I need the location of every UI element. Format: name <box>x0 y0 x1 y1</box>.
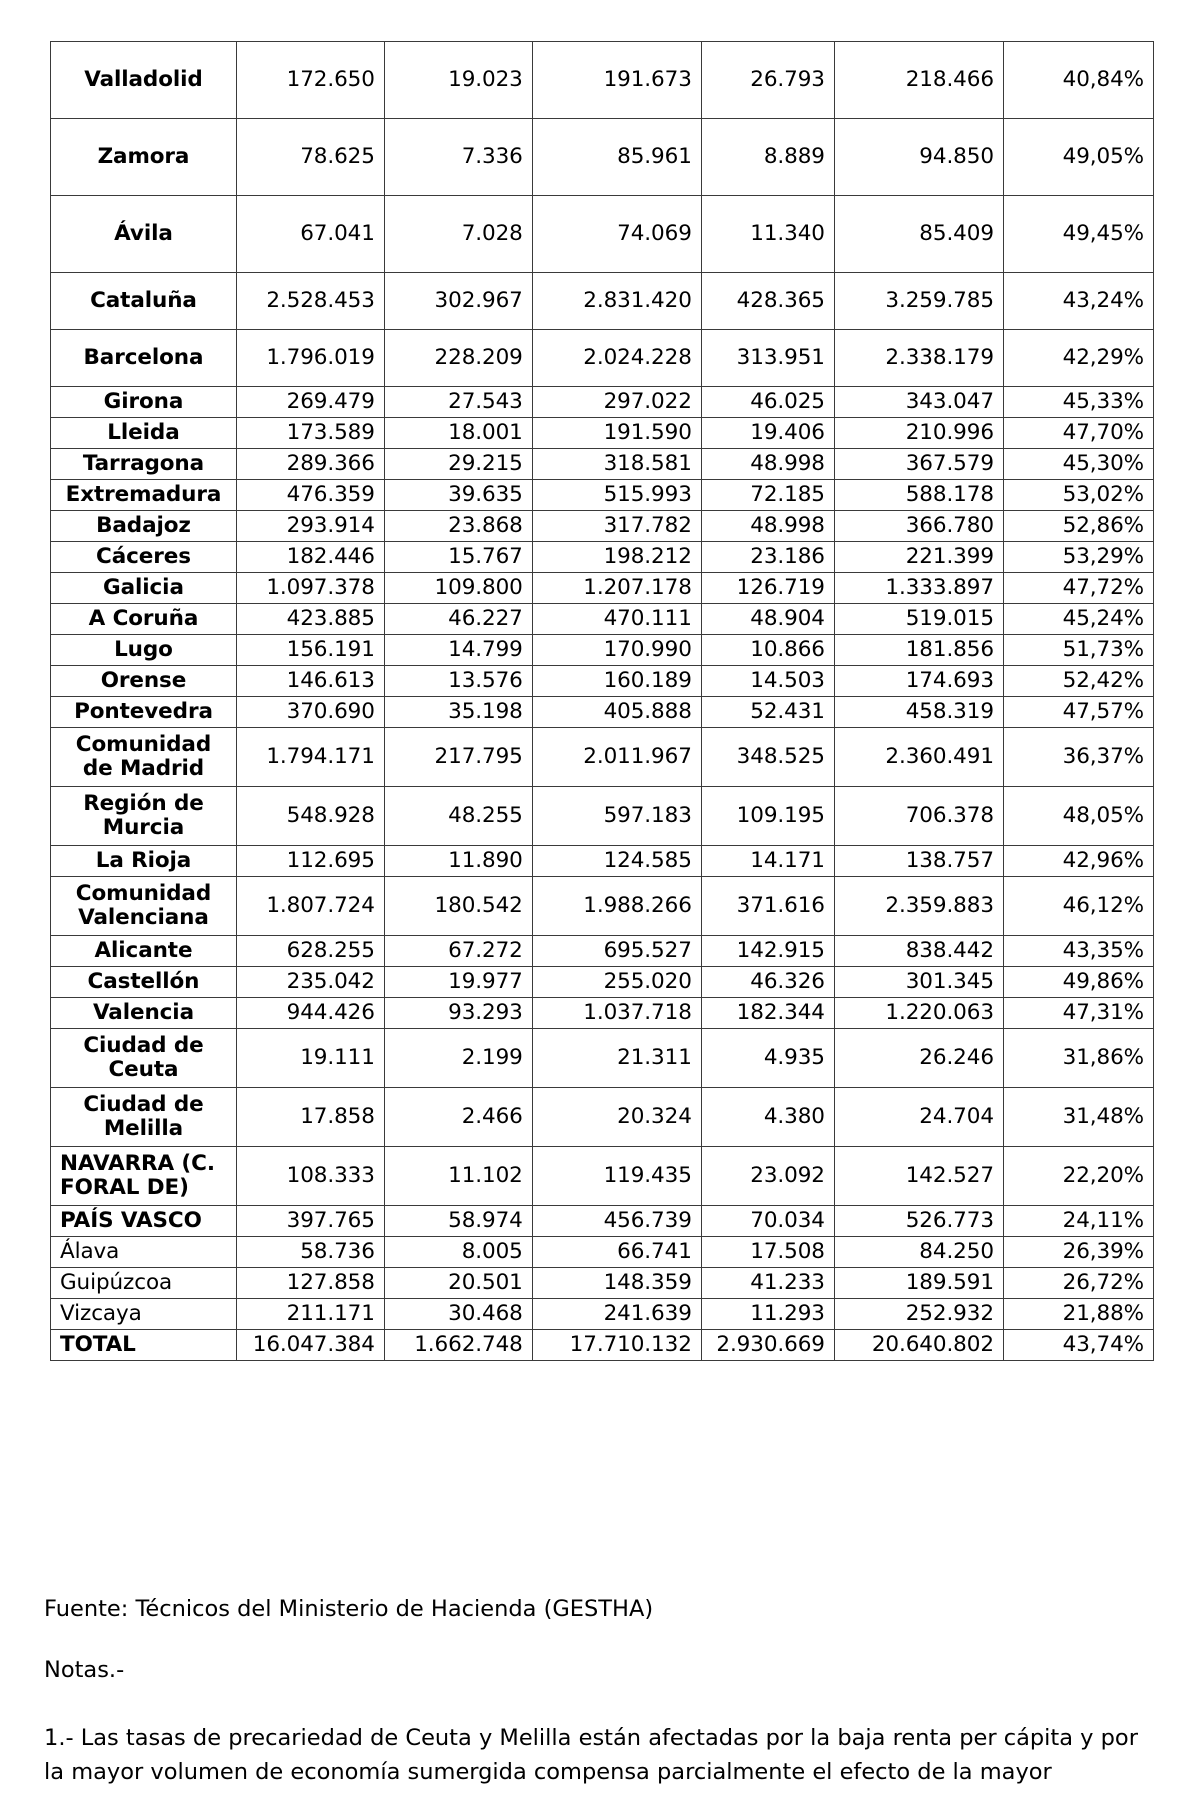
row-label: A Coruña <box>51 604 237 635</box>
row-value: 252.932 <box>834 1299 1003 1330</box>
source-line: Fuente: Técnicos del Ministerio de Hacienda (GESTHA) <box>44 1596 654 1622</box>
row-value: 2.466 <box>384 1088 532 1147</box>
table-row <box>51 635 1154 666</box>
row-percentage: 48,05% <box>1003 787 1153 846</box>
row-value: 301.345 <box>834 967 1003 998</box>
row-value: 146.613 <box>236 666 384 697</box>
row-value: 191.590 <box>532 418 701 449</box>
row-value: 297.022 <box>532 387 701 418</box>
row-value: 109.195 <box>701 787 834 846</box>
row-value: 41.233 <box>701 1268 834 1299</box>
row-value: 289.366 <box>236 449 384 480</box>
table-row <box>51 604 1154 635</box>
row-value: 11.102 <box>384 1147 532 1206</box>
row-label: La Rioja <box>51 846 237 877</box>
row-value: 191.673 <box>532 42 701 119</box>
row-value: 318.581 <box>532 449 701 480</box>
row-value: 72.185 <box>701 480 834 511</box>
row-value: 1.207.178 <box>532 573 701 604</box>
row-value: 255.020 <box>532 967 701 998</box>
row-percentage: 42,29% <box>1003 330 1153 387</box>
row-value: 597.183 <box>532 787 701 846</box>
row-percentage: 52,42% <box>1003 666 1153 697</box>
table-row <box>51 728 1154 787</box>
row-value: 944.426 <box>236 998 384 1029</box>
row-value: 470.111 <box>532 604 701 635</box>
row-value: 526.773 <box>834 1206 1003 1237</box>
row-value: 24.704 <box>834 1088 1003 1147</box>
table-row <box>51 1206 1154 1237</box>
row-value: 367.579 <box>834 449 1003 480</box>
row-value: 11.890 <box>384 846 532 877</box>
row-label: Valladolid <box>51 42 237 119</box>
statistics-table <box>50 41 1154 1361</box>
row-value: 85.409 <box>834 196 1003 273</box>
row-percentage: 46,12% <box>1003 877 1153 936</box>
row-value: 23.868 <box>384 511 532 542</box>
row-value: 7.336 <box>384 119 532 196</box>
row-value: 428.365 <box>701 273 834 330</box>
row-value: 148.359 <box>532 1268 701 1299</box>
row-percentage: 36,37% <box>1003 728 1153 787</box>
row-label: Valencia <box>51 998 237 1029</box>
table-row <box>51 1088 1154 1147</box>
table-row <box>51 418 1154 449</box>
table-row <box>51 387 1154 418</box>
row-label: Alicante <box>51 936 237 967</box>
row-value: 26.793 <box>701 42 834 119</box>
row-value: 58.736 <box>236 1237 384 1268</box>
row-percentage: 47,70% <box>1003 418 1153 449</box>
row-value: 241.639 <box>532 1299 701 1330</box>
row-value: 23.092 <box>701 1147 834 1206</box>
row-percentage: 51,73% <box>1003 635 1153 666</box>
row-label: Orense <box>51 666 237 697</box>
table-row <box>51 666 1154 697</box>
row-label: Ciudad de Ceuta <box>51 1029 237 1088</box>
row-value: 14.799 <box>384 635 532 666</box>
row-value: 2.199 <box>384 1029 532 1088</box>
row-percentage: 31,48% <box>1003 1088 1153 1147</box>
row-value: 235.042 <box>236 967 384 998</box>
row-value: 218.466 <box>834 42 1003 119</box>
row-value: 181.856 <box>834 635 1003 666</box>
row-value: 1.662.748 <box>384 1330 532 1361</box>
row-label: Castellón <box>51 967 237 998</box>
row-value: 370.690 <box>236 697 384 728</box>
row-value: 1.796.019 <box>236 330 384 387</box>
row-value: 156.191 <box>236 635 384 666</box>
row-value: 2.338.179 <box>834 330 1003 387</box>
table-row <box>51 573 1154 604</box>
table-row <box>51 998 1154 1029</box>
row-percentage: 45,33% <box>1003 387 1153 418</box>
row-percentage: 53,02% <box>1003 480 1153 511</box>
row-value: 126.719 <box>701 573 834 604</box>
row-value: 11.340 <box>701 196 834 273</box>
row-label: Pontevedra <box>51 697 237 728</box>
row-value: 7.028 <box>384 196 532 273</box>
row-value: 39.635 <box>384 480 532 511</box>
row-percentage: 45,24% <box>1003 604 1153 635</box>
row-value: 515.993 <box>532 480 701 511</box>
row-value: 2.011.967 <box>532 728 701 787</box>
table-body <box>51 42 1154 1361</box>
row-percentage: 40,84% <box>1003 42 1153 119</box>
row-label: Barcelona <box>51 330 237 387</box>
row-value: 458.319 <box>834 697 1003 728</box>
row-value: 11.293 <box>701 1299 834 1330</box>
row-value: 1.333.897 <box>834 573 1003 604</box>
document-footer <box>44 1598 1154 1789</box>
row-value: 628.255 <box>236 936 384 967</box>
table-row <box>51 877 1154 936</box>
row-percentage: 43,24% <box>1003 273 1153 330</box>
row-percentage: 43,35% <box>1003 936 1153 967</box>
row-value: 23.186 <box>701 542 834 573</box>
row-value: 269.479 <box>236 387 384 418</box>
table-row <box>51 196 1154 273</box>
row-value: 2.024.228 <box>532 330 701 387</box>
row-value: 210.996 <box>834 418 1003 449</box>
row-value: 124.585 <box>532 846 701 877</box>
row-label: Comunidad de Madrid <box>51 728 237 787</box>
row-value: 48.255 <box>384 787 532 846</box>
row-value: 85.961 <box>532 119 701 196</box>
row-value: 313.951 <box>701 330 834 387</box>
row-label: Región de Murcia <box>51 787 237 846</box>
row-value: 26.246 <box>834 1029 1003 1088</box>
row-percentage: 47,72% <box>1003 573 1153 604</box>
row-value: 706.378 <box>834 787 1003 846</box>
table-row <box>51 1268 1154 1299</box>
row-value: 46.025 <box>701 387 834 418</box>
row-percentage: 45,30% <box>1003 449 1153 480</box>
row-label: Vizcaya <box>51 1299 237 1330</box>
row-label: Cataluña <box>51 273 237 330</box>
row-percentage: 47,31% <box>1003 998 1153 1029</box>
row-value: 52.431 <box>701 697 834 728</box>
row-label: Extremadura <box>51 480 237 511</box>
row-value: 4.380 <box>701 1088 834 1147</box>
row-label: Galicia <box>51 573 237 604</box>
row-value: 18.001 <box>384 418 532 449</box>
row-value: 3.259.785 <box>834 273 1003 330</box>
row-value: 160.189 <box>532 666 701 697</box>
row-value: 1.220.063 <box>834 998 1003 1029</box>
row-value: 182.344 <box>701 998 834 1029</box>
table-row <box>51 119 1154 196</box>
row-value: 198.212 <box>532 542 701 573</box>
row-percentage: 26,72% <box>1003 1268 1153 1299</box>
row-value: 20.640.802 <box>834 1330 1003 1361</box>
row-percentage: 21,88% <box>1003 1299 1153 1330</box>
row-value: 1.988.266 <box>532 877 701 936</box>
row-value: 48.998 <box>701 449 834 480</box>
row-value: 109.800 <box>384 573 532 604</box>
table-row <box>51 1029 1154 1088</box>
row-value: 695.527 <box>532 936 701 967</box>
row-value: 119.435 <box>532 1147 701 1206</box>
row-value: 17.710.132 <box>532 1330 701 1361</box>
table-row <box>51 449 1154 480</box>
row-value: 13.576 <box>384 666 532 697</box>
row-value: 142.915 <box>701 936 834 967</box>
row-value: 46.326 <box>701 967 834 998</box>
note-item-1: 1.- Las tasas de precariedad de Ceuta y Melilla están afectadas por la baja renta per cápita y por la mayor volumen de economía sumergida compensa parcialmente el efecto de la mayor <box>44 1725 1138 1786</box>
row-label: Guipúzcoa <box>51 1268 237 1299</box>
table-row <box>51 542 1154 573</box>
row-value: 19.111 <box>236 1029 384 1088</box>
row-value: 19.406 <box>701 418 834 449</box>
row-label: Comunidad Valenciana <box>51 877 237 936</box>
row-value: 15.767 <box>384 542 532 573</box>
row-value: 112.695 <box>236 846 384 877</box>
row-percentage: 31,86% <box>1003 1029 1153 1088</box>
row-percentage: 26,39% <box>1003 1237 1153 1268</box>
row-value: 35.198 <box>384 697 532 728</box>
row-value: 1.794.171 <box>236 728 384 787</box>
row-value: 48.904 <box>701 604 834 635</box>
row-value: 30.468 <box>384 1299 532 1330</box>
row-value: 142.527 <box>834 1147 1003 1206</box>
row-value: 108.333 <box>236 1147 384 1206</box>
row-value: 94.850 <box>834 119 1003 196</box>
row-value: 519.015 <box>834 604 1003 635</box>
row-value: 217.795 <box>384 728 532 787</box>
row-value: 189.591 <box>834 1268 1003 1299</box>
row-value: 2.359.883 <box>834 877 1003 936</box>
row-value: 293.914 <box>236 511 384 542</box>
row-value: 548.928 <box>236 787 384 846</box>
table-row <box>51 330 1154 387</box>
row-value: 2.930.669 <box>701 1330 834 1361</box>
row-value: 8.889 <box>701 119 834 196</box>
row-value: 588.178 <box>834 480 1003 511</box>
row-percentage: 24,11% <box>1003 1206 1153 1237</box>
row-value: 138.757 <box>834 846 1003 877</box>
table-row <box>51 273 1154 330</box>
row-percentage: 42,96% <box>1003 846 1153 877</box>
table-row <box>51 1299 1154 1330</box>
row-label: NAVARRA (C. FORAL DE) <box>51 1147 237 1206</box>
row-value: 48.998 <box>701 511 834 542</box>
row-value: 174.693 <box>834 666 1003 697</box>
row-percentage: 49,05% <box>1003 119 1153 196</box>
row-value: 211.171 <box>236 1299 384 1330</box>
row-value: 70.034 <box>701 1206 834 1237</box>
row-value: 343.047 <box>834 387 1003 418</box>
row-label: Girona <box>51 387 237 418</box>
table-row <box>51 936 1154 967</box>
row-value: 170.990 <box>532 635 701 666</box>
row-value: 19.977 <box>384 967 532 998</box>
table-row <box>51 480 1154 511</box>
row-value: 456.739 <box>532 1206 701 1237</box>
row-label: TOTAL <box>51 1330 237 1361</box>
table-row <box>51 1237 1154 1268</box>
row-value: 93.293 <box>384 998 532 1029</box>
row-label: Lleida <box>51 418 237 449</box>
row-value: 8.005 <box>384 1237 532 1268</box>
row-value: 405.888 <box>532 697 701 728</box>
row-value: 302.967 <box>384 273 532 330</box>
row-value: 10.866 <box>701 635 834 666</box>
row-label: Zamora <box>51 119 237 196</box>
row-value: 180.542 <box>384 877 532 936</box>
row-label: Tarragona <box>51 449 237 480</box>
row-value: 14.171 <box>701 846 834 877</box>
table-row <box>51 967 1154 998</box>
row-value: 348.525 <box>701 728 834 787</box>
row-value: 221.399 <box>834 542 1003 573</box>
row-value: 476.359 <box>236 480 384 511</box>
row-value: 2.831.420 <box>532 273 701 330</box>
row-label: Cáceres <box>51 542 237 573</box>
row-value: 67.272 <box>384 936 532 967</box>
table-row <box>51 511 1154 542</box>
row-percentage: 49,86% <box>1003 967 1153 998</box>
row-label: Álava <box>51 1237 237 1268</box>
row-value: 21.311 <box>532 1029 701 1088</box>
row-value: 74.069 <box>532 196 701 273</box>
row-value: 173.589 <box>236 418 384 449</box>
row-value: 66.741 <box>532 1237 701 1268</box>
row-label: Badajoz <box>51 511 237 542</box>
row-value: 228.209 <box>384 330 532 387</box>
table-row <box>51 787 1154 846</box>
row-value: 1.037.718 <box>532 998 701 1029</box>
row-percentage: 43,74% <box>1003 1330 1153 1361</box>
row-value: 16.047.384 <box>236 1330 384 1361</box>
notes-heading: Notas.- <box>44 1656 125 1683</box>
table-row <box>51 1147 1154 1206</box>
row-value: 46.227 <box>384 604 532 635</box>
row-value: 397.765 <box>236 1206 384 1237</box>
row-value: 366.780 <box>834 511 1003 542</box>
row-value: 20.324 <box>532 1088 701 1147</box>
row-label: Ávila <box>51 196 237 273</box>
row-value: 58.974 <box>384 1206 532 1237</box>
row-value: 27.543 <box>384 387 532 418</box>
row-value: 838.442 <box>834 936 1003 967</box>
row-value: 1.097.378 <box>236 573 384 604</box>
row-label: Ciudad de Melilla <box>51 1088 237 1147</box>
row-value: 423.885 <box>236 604 384 635</box>
row-value: 1.807.724 <box>236 877 384 936</box>
statistics-table-container <box>50 41 1154 1361</box>
row-value: 17.508 <box>701 1237 834 1268</box>
row-percentage: 49,45% <box>1003 196 1153 273</box>
row-value: 14.503 <box>701 666 834 697</box>
row-percentage: 22,20% <box>1003 1147 1153 1206</box>
table-row <box>51 846 1154 877</box>
row-value: 19.023 <box>384 42 532 119</box>
row-value: 84.250 <box>834 1237 1003 1268</box>
row-label: PAÍS VASCO <box>51 1206 237 1237</box>
row-percentage: 47,57% <box>1003 697 1153 728</box>
row-value: 29.215 <box>384 449 532 480</box>
row-value: 2.360.491 <box>834 728 1003 787</box>
row-value: 4.935 <box>701 1029 834 1088</box>
table-row <box>51 42 1154 119</box>
row-value: 182.446 <box>236 542 384 573</box>
table-row <box>51 1330 1154 1361</box>
row-value: 78.625 <box>236 119 384 196</box>
table-row <box>51 697 1154 728</box>
row-value: 20.501 <box>384 1268 532 1299</box>
row-value: 67.041 <box>236 196 384 273</box>
row-value: 317.782 <box>532 511 701 542</box>
row-percentage: 53,29% <box>1003 542 1153 573</box>
row-percentage: 52,86% <box>1003 511 1153 542</box>
row-value: 2.528.453 <box>236 273 384 330</box>
row-value: 127.858 <box>236 1268 384 1299</box>
row-label: Lugo <box>51 635 237 666</box>
row-value: 17.858 <box>236 1088 384 1147</box>
row-value: 172.650 <box>236 42 384 119</box>
row-value: 371.616 <box>701 877 834 936</box>
